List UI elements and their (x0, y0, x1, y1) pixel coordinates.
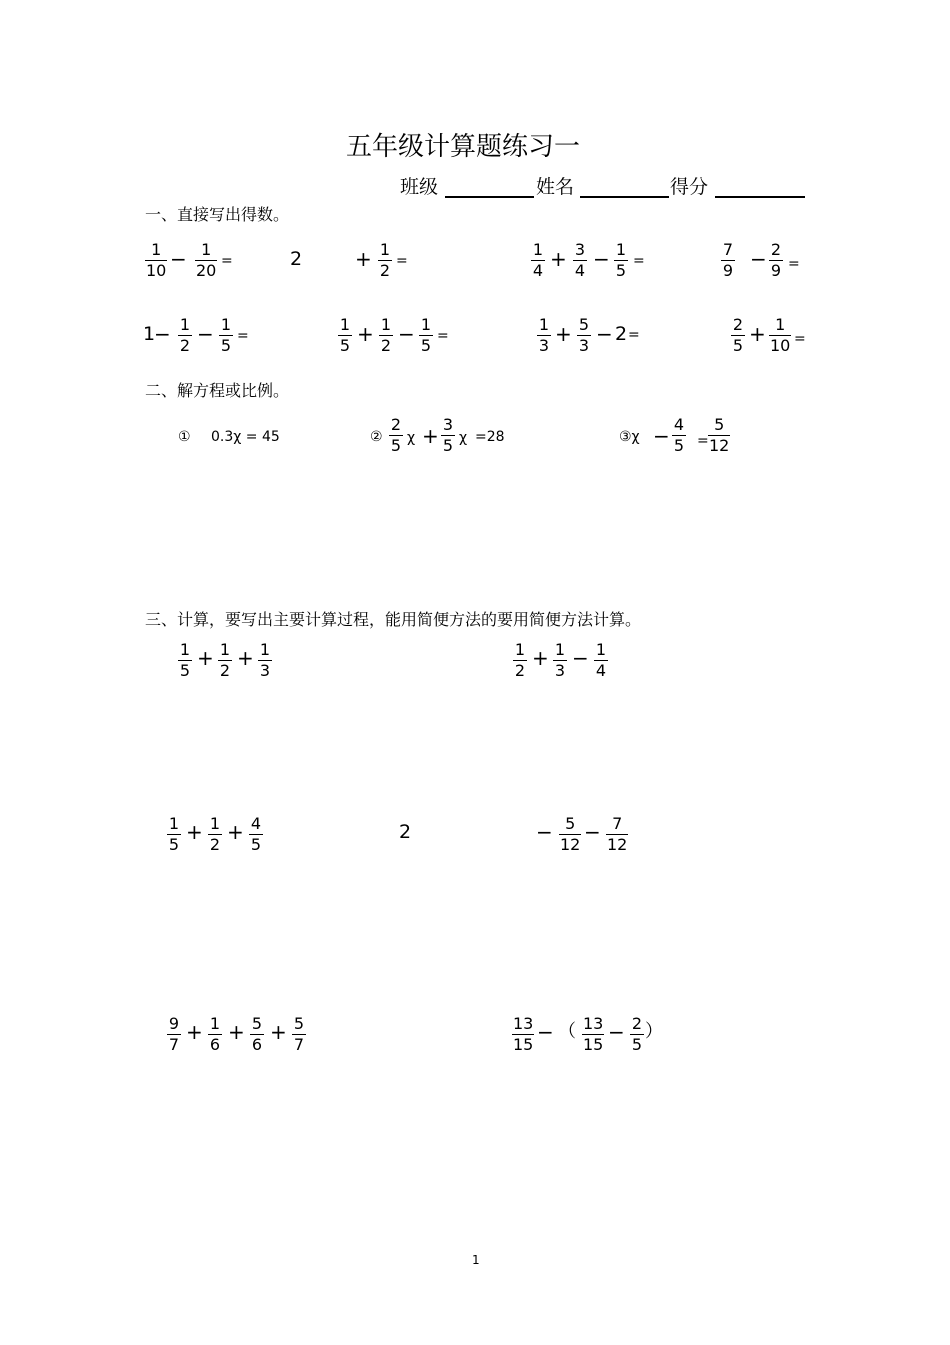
equation-result: =28 (475, 429, 505, 445)
numerator: 1 (151, 240, 162, 259)
numerator: 1 (179, 315, 191, 334)
denominator: 5 (168, 835, 180, 854)
denominator: 5 (339, 336, 351, 355)
equals-sign: = (437, 328, 449, 344)
denominator: 6 (251, 1035, 263, 1054)
denominator: 5 (732, 336, 744, 355)
numerator: 1 (775, 315, 786, 334)
denominator: 2 (179, 336, 191, 355)
numerator: 2 (732, 315, 744, 334)
fraction (553, 641, 567, 680)
minus-sign: − (537, 1020, 554, 1044)
denominator: 3 (578, 336, 590, 355)
number-two: 2 (290, 248, 303, 270)
minus-sign: − (197, 322, 214, 346)
chi-variable: χ (459, 430, 468, 446)
numerator: 5 (565, 814, 576, 833)
fraction (573, 241, 587, 280)
fraction (630, 1015, 644, 1054)
fraction (292, 1015, 306, 1054)
fraction (582, 1015, 604, 1054)
numerator: 1 (209, 1014, 221, 1033)
numerator: 13 (513, 1014, 534, 1033)
plus-sign: + (555, 322, 572, 346)
fraction (672, 416, 686, 455)
numerator: 1 (168, 814, 180, 833)
numerator: 3 (574, 240, 586, 259)
plus-sign: + (749, 322, 766, 346)
denominator: 3 (554, 661, 566, 680)
numerator: 1 (220, 315, 232, 334)
fraction (145, 241, 167, 280)
fraction (195, 241, 217, 280)
plus-sign: + (357, 322, 374, 346)
fraction (419, 316, 433, 355)
left-paren: （ (558, 1021, 576, 1042)
numerator: 5 (578, 315, 590, 334)
denominator: 2 (514, 661, 526, 680)
minus-sign: − (593, 247, 610, 271)
numerator: 1 (201, 240, 212, 259)
denominator: 5 (631, 1035, 643, 1054)
numerator: 1 (615, 240, 627, 259)
numerator: 1 (219, 640, 231, 659)
numerator: 1 (514, 640, 526, 659)
denominator: 7 (168, 1035, 180, 1054)
class-label: 班级 (400, 176, 439, 198)
fraction (577, 316, 591, 355)
denominator: 3 (259, 661, 271, 680)
numerator: 2 (631, 1014, 643, 1033)
class-blank[interactable] (445, 178, 534, 198)
denominator: 5 (615, 261, 627, 280)
equals-sign: = (633, 253, 645, 269)
plus-sign: + (422, 424, 439, 448)
equals-sign: = (396, 253, 408, 269)
fraction (606, 815, 628, 854)
denominator: 12 (560, 835, 581, 854)
circled-number-1: ① (178, 429, 191, 445)
score-blank[interactable] (715, 178, 805, 198)
plus-sign: + (186, 1020, 203, 1044)
denominator: 9 (722, 261, 734, 280)
fraction (513, 641, 527, 680)
numerator: 9 (168, 1014, 180, 1033)
denominator: 2 (209, 835, 221, 854)
numerator: 1 (554, 640, 566, 659)
minus-sign: − (154, 322, 171, 346)
numerator: 1 (339, 315, 351, 334)
numerator: 5 (293, 1014, 305, 1033)
denominator: 9 (770, 261, 782, 280)
right-paren: ） (645, 1021, 663, 1042)
denominator: 2 (380, 336, 392, 355)
denominator: 7 (293, 1035, 305, 1054)
fraction (559, 815, 581, 854)
minus-sign: − (653, 424, 670, 448)
numerator: 5 (251, 1014, 263, 1033)
plus-sign: + (550, 247, 567, 271)
page-title: 五年级计算题练习一 (346, 132, 581, 162)
numerator: 1 (380, 315, 392, 334)
numerator: 5 (714, 415, 725, 434)
equals-sign: = (237, 328, 249, 344)
denominator: 4 (574, 261, 586, 280)
fraction (531, 241, 545, 280)
minus-sign: − (608, 1020, 625, 1044)
denominator: 5 (390, 436, 402, 455)
denominator: 10 (770, 336, 791, 355)
equals-sign: = (794, 331, 806, 347)
fraction (594, 641, 608, 680)
fraction (208, 815, 222, 854)
numerator: 1 (379, 240, 391, 259)
numerator: 1 (532, 240, 544, 259)
minus-sign: − (584, 820, 601, 844)
denominator: 5 (673, 436, 685, 455)
plus-sign: + (237, 646, 254, 670)
fraction (708, 416, 730, 455)
fraction (178, 316, 192, 355)
denominator: 5 (220, 336, 232, 355)
minus-sign: − (398, 322, 415, 346)
denominator: 12 (709, 436, 730, 455)
name-label: 姓名 (536, 176, 575, 198)
page-number: 1 (472, 1253, 480, 1267)
denominator: 15 (583, 1035, 604, 1054)
denominator: 5 (250, 835, 262, 854)
denominator: 20 (196, 261, 217, 280)
fraction (512, 1015, 534, 1054)
denominator: 4 (595, 661, 607, 680)
minus-sign: − (750, 247, 767, 271)
denominator: 4 (532, 261, 544, 280)
fraction (167, 815, 181, 854)
equals-sign: = (221, 253, 233, 269)
fraction (208, 1015, 222, 1054)
numerator: 1 (420, 315, 432, 334)
numerator: 4 (250, 814, 262, 833)
fraction (721, 241, 735, 280)
chi-variable: χ (407, 430, 416, 446)
numerator: 7 (722, 240, 734, 259)
denominator: 5 (442, 436, 454, 455)
minus-sign: − (596, 322, 613, 346)
equals-sign: = (788, 256, 800, 272)
numerator: 1 (595, 640, 607, 659)
name-blank[interactable] (580, 178, 669, 198)
denominator: 3 (538, 336, 550, 355)
equation-text: 0.3χ = 45 (211, 429, 280, 445)
fraction (378, 241, 392, 280)
fraction (250, 1015, 264, 1054)
number-one: 1 (143, 323, 156, 345)
numerator: 3 (442, 415, 454, 434)
numerator: 1 (179, 640, 191, 659)
numerator: 7 (612, 814, 623, 833)
circled-number-2: ② (370, 429, 383, 445)
fraction (338, 316, 352, 355)
denominator: 10 (146, 261, 167, 280)
number-two: 2 (399, 821, 412, 843)
numerator: 1 (209, 814, 221, 833)
fraction (389, 416, 403, 455)
minus-sign: − (572, 646, 589, 670)
plus-sign: + (270, 1020, 287, 1044)
minus-sign: − (170, 247, 187, 271)
denominator: 6 (209, 1035, 221, 1054)
plus-sign: + (228, 1020, 245, 1044)
section-3-heading: 三、计算，要写出主要计算过程，能用简便方法的要用简便方法计算。 (145, 610, 642, 629)
denominator: 15 (513, 1035, 534, 1054)
fraction (537, 316, 551, 355)
fraction (731, 316, 745, 355)
denominator: 2 (379, 261, 391, 280)
numerator: 13 (583, 1014, 604, 1033)
plus-sign: + (227, 820, 244, 844)
denominator: 12 (607, 835, 628, 854)
fraction (769, 316, 791, 355)
plus-sign: + (186, 820, 203, 844)
denominator: 5 (179, 661, 191, 680)
section-1-heading: 一、直接写出得数。 (145, 205, 290, 224)
denominator: 5 (420, 336, 432, 355)
numerator: 4 (673, 415, 685, 434)
denominator: 2 (219, 661, 231, 680)
numerator: 2 (390, 415, 402, 434)
number-two: 2 (615, 323, 628, 345)
numerator: 1 (538, 315, 550, 334)
fraction (258, 641, 272, 680)
fraction (769, 241, 783, 280)
fraction (178, 641, 192, 680)
fraction (614, 241, 628, 280)
fraction (218, 641, 232, 680)
numerator: 1 (259, 640, 271, 659)
plus-sign: + (197, 646, 214, 670)
minus-sign: − (536, 820, 553, 844)
fraction (219, 316, 233, 355)
fraction (379, 316, 393, 355)
equals-sign: = (628, 327, 640, 343)
circled-number-3-chi: ③χ (619, 429, 640, 445)
fraction (441, 416, 455, 455)
score-label: 得分 (670, 176, 709, 198)
fraction (167, 1015, 181, 1054)
numerator: 2 (770, 240, 782, 259)
fraction (249, 815, 263, 854)
section-2-heading: 二、解方程或比例。 (145, 381, 290, 400)
equals-sign: = (697, 433, 709, 449)
plus-sign: + (355, 247, 372, 271)
plus-sign: + (532, 646, 549, 670)
